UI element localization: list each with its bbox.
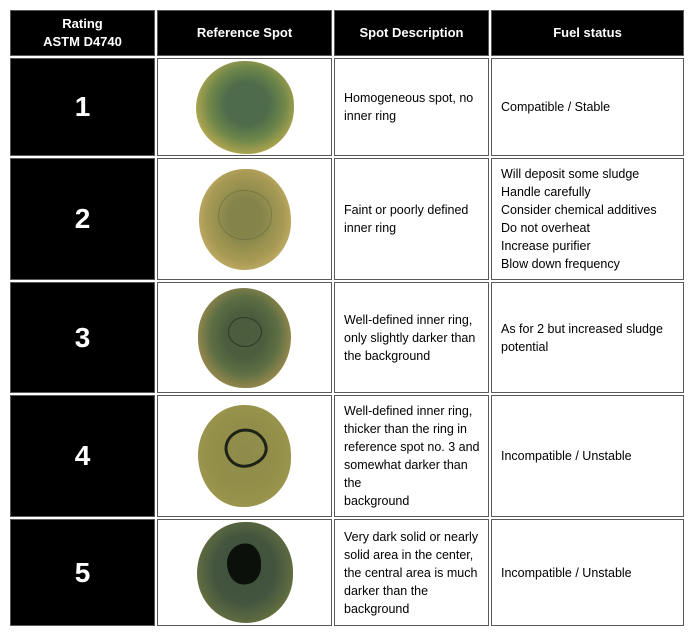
header-rating <box>10 10 155 56</box>
description-line: Well-defined inner ring, <box>344 404 473 418</box>
description-line: Homogeneous spot, no <box>344 91 474 105</box>
status-line: Consider chemical additives <box>501 203 657 217</box>
spot-description-cell <box>334 395 489 517</box>
spot-description-cell <box>334 158 489 280</box>
fuel-status-cell <box>491 58 684 156</box>
header-spot-description: Spot Description <box>334 10 489 56</box>
astm-d4740-rating-table <box>8 8 686 628</box>
header-rating-line2: ASTM D4740 <box>43 34 122 49</box>
rating-cell: 1 <box>10 58 155 156</box>
description-line: somewhat darker than the <box>344 458 468 490</box>
reference-spot-image-1 <box>196 61 294 154</box>
description-line: only slightly darker than <box>344 330 476 345</box>
reference-spot-image-4 <box>198 405 291 507</box>
table-row <box>10 158 684 280</box>
status-line: Blow down frequency <box>501 257 620 271</box>
description-line: background <box>344 601 410 616</box>
header-reference-spot: Reference Spot <box>157 10 332 56</box>
status-line: Will deposit some sludge <box>501 167 640 181</box>
spot-description-cell <box>334 58 489 156</box>
table-row <box>10 282 684 393</box>
table-row <box>10 519 684 626</box>
rating-cell: 3 <box>10 282 155 393</box>
description-line: thicker than the ring in <box>344 422 467 436</box>
status-line: Incompatible / Unstable <box>501 449 632 463</box>
reference-spot-image-5 <box>197 522 293 623</box>
status-line: Do not overheat <box>501 221 590 235</box>
header-fuel-status: Fuel status <box>491 10 684 56</box>
status-line: As for 2 but increased sludge <box>501 321 663 336</box>
fuel-status-cell <box>491 519 684 626</box>
fuel-status-cell <box>491 158 684 280</box>
reference-spot-cell <box>157 282 332 393</box>
description-line: background <box>344 494 410 508</box>
spot-description-cell <box>334 282 489 393</box>
reference-spot-cell <box>157 158 332 280</box>
rating-cell: 4 <box>10 395 155 517</box>
fuel-status-cell <box>491 282 684 393</box>
reference-spot-cell <box>157 519 332 626</box>
description-line: reference spot no. 3 and <box>344 440 480 454</box>
description-line: solid area in the center, <box>344 547 474 562</box>
description-line: inner ring <box>344 109 397 123</box>
header-rating-line1: Rating <box>62 16 103 31</box>
rating-cell: 2 <box>10 158 155 280</box>
description-line: the central area is much <box>344 565 478 580</box>
description-line: Well-defined inner ring, <box>344 312 473 327</box>
description-line: inner ring <box>344 221 397 235</box>
table-header-row <box>10 10 684 56</box>
reference-spot-cell <box>157 58 332 156</box>
status-line: Compatible / Stable <box>501 100 611 114</box>
reference-spot-image-3 <box>198 288 291 388</box>
table-row <box>10 395 684 517</box>
status-line: potential <box>501 339 549 354</box>
rating-cell: 5 <box>10 519 155 626</box>
status-line: Increase purifier <box>501 239 591 253</box>
description-line: darker than the <box>344 583 429 598</box>
fuel-status-cell <box>491 395 684 517</box>
status-line: Handle carefully <box>501 185 591 199</box>
description-line: the background <box>344 348 431 363</box>
table-row <box>10 58 684 156</box>
description-line: Very dark solid or nearly <box>344 529 479 544</box>
spot-description-cell <box>334 519 489 626</box>
status-line: Incompatible / Unstable <box>501 565 632 580</box>
description-line: Faint or poorly defined <box>344 203 469 217</box>
reference-spot-cell <box>157 395 332 517</box>
reference-spot-image-2 <box>199 169 291 270</box>
